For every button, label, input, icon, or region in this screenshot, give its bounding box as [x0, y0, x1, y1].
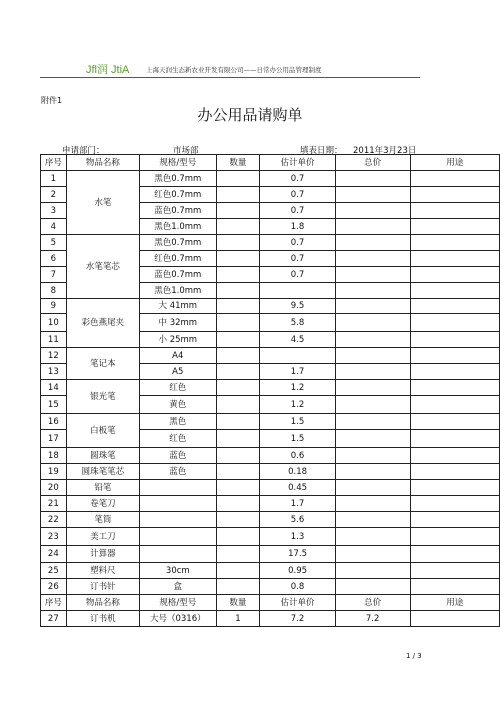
row-number: 24 [41, 546, 67, 563]
item-spec [140, 496, 216, 512]
item-total [335, 332, 410, 348]
item-qty [216, 579, 260, 595]
item-name: 计算器 [66, 546, 139, 563]
header-unit-price: 估计单价 [260, 595, 335, 611]
item-qty [216, 364, 260, 380]
item-purpose [410, 496, 499, 512]
header-total: 总价 [335, 595, 410, 611]
item-qty [216, 430, 260, 448]
item-spec: 黑色1.0mm [140, 283, 216, 299]
item-purpose [410, 364, 499, 380]
department-value: 市场部 [173, 146, 199, 156]
table-row [41, 611, 500, 627]
item-qty [216, 332, 260, 348]
item-unit-price: 5.6 [260, 512, 335, 528]
item-qty [216, 267, 260, 283]
item-qty [216, 283, 260, 299]
item-total [335, 364, 410, 380]
item-name: 彩色燕尾夹 [66, 299, 139, 348]
item-name: 订书机 [66, 611, 139, 627]
item-spec: 蓝色 [140, 448, 216, 464]
item-purpose [410, 611, 499, 627]
item-unit-price: 0.18 [260, 464, 335, 480]
item-qty [216, 380, 260, 396]
item-name: 笔筒 [66, 512, 139, 528]
row-number: 6 [41, 251, 67, 267]
company-logo: Jfl润 JtiA [86, 64, 130, 76]
item-qty [216, 314, 260, 332]
item-qty [216, 235, 260, 251]
header-qty: 数量 [216, 595, 260, 611]
item-unit-price: 1.8 [260, 219, 335, 235]
row-number: 22 [41, 512, 67, 528]
header-no: 序号 [41, 595, 67, 611]
item-name: 银光笔 [66, 380, 139, 414]
item-spec: 黑色 [140, 414, 216, 430]
item-name: 订书针 [66, 579, 139, 595]
item-total [335, 235, 410, 251]
item-qty: 1 [216, 611, 260, 627]
item-unit-price: 0.7 [260, 267, 335, 283]
item-unit-price: 0.7 [260, 203, 335, 219]
item-name: 卷笔刀 [66, 496, 139, 512]
table-row [41, 235, 500, 251]
item-qty [216, 219, 260, 235]
page-title: 办公用品请购单 [197, 106, 303, 124]
item-total [335, 496, 410, 512]
item-unit-price [260, 348, 335, 364]
row-number: 15 [41, 396, 67, 414]
item-total [335, 314, 410, 332]
table-row [41, 299, 500, 314]
row-number: 25 [41, 563, 67, 579]
item-total [335, 448, 410, 464]
item-qty [216, 299, 260, 314]
item-spec [140, 546, 216, 563]
item-qty [216, 171, 260, 187]
item-qty [216, 512, 260, 528]
item-unit-price: 1.2 [260, 380, 335, 396]
item-unit-price: 1.5 [260, 430, 335, 448]
item-purpose [410, 579, 499, 595]
item-total [335, 396, 410, 414]
row-number: 13 [41, 364, 67, 380]
row-number: 8 [41, 283, 67, 299]
header-divider [40, 77, 420, 78]
item-qty [216, 414, 260, 430]
item-purpose [410, 314, 499, 332]
row-number: 7 [41, 267, 67, 283]
item-name: 塑料尺 [66, 563, 139, 579]
item-spec: A5 [140, 364, 216, 380]
header-unit-price: 估计单价 [260, 155, 335, 171]
item-qty [216, 496, 260, 512]
item-spec: 30cm [140, 563, 216, 579]
item-qty [216, 203, 260, 219]
item-spec [140, 480, 216, 496]
row-number: 21 [41, 496, 67, 512]
item-qty [216, 563, 260, 579]
item-purpose [410, 480, 499, 496]
row-number: 9 [41, 299, 67, 314]
table-row [41, 464, 500, 480]
item-spec: 黑色0.7mm [140, 171, 216, 187]
item-purpose [410, 512, 499, 528]
item-spec: 蓝色0.7mm [140, 267, 216, 283]
row-number: 3 [41, 203, 67, 219]
item-purpose [410, 448, 499, 464]
header-purpose: 用途 [410, 155, 499, 171]
item-name: 圆珠笔笔芯 [66, 464, 139, 480]
item-unit-price [260, 283, 335, 299]
item-purpose [410, 251, 499, 267]
item-name: 美工刀 [66, 528, 139, 546]
header-total: 总价 [335, 155, 410, 171]
item-purpose [410, 348, 499, 364]
department-label: 申请部门： [62, 146, 105, 156]
item-purpose [410, 332, 499, 348]
header-item-name: 物品名称 [66, 595, 139, 611]
item-unit-price: 0.8 [260, 579, 335, 595]
item-unit-price: 0.7 [260, 235, 335, 251]
item-unit-price: 0.7 [260, 251, 335, 267]
item-qty [216, 528, 260, 546]
row-number: 17 [41, 430, 67, 448]
row-number: 27 [41, 611, 67, 627]
item-total [335, 464, 410, 480]
item-qty [216, 448, 260, 464]
item-unit-price: 0.95 [260, 563, 335, 579]
item-total [335, 187, 410, 203]
item-spec: 小 25mm [140, 332, 216, 348]
item-qty [216, 546, 260, 563]
item-total [335, 219, 410, 235]
table-row [41, 528, 500, 546]
item-spec: 红色0.7mm [140, 187, 216, 203]
header-purpose: 用途 [410, 595, 499, 611]
item-unit-price: 1.3 [260, 528, 335, 546]
item-total [335, 528, 410, 546]
purchase-table [40, 154, 500, 627]
fill-date-value: 2011年3月23日 [353, 146, 417, 156]
item-spec: 蓝色0.7mm [140, 203, 216, 219]
item-purpose [410, 187, 499, 203]
item-purpose [410, 267, 499, 283]
item-spec: 大 41mm [140, 299, 216, 314]
item-total [335, 546, 410, 563]
item-total [335, 414, 410, 430]
item-unit-price: 5.8 [260, 314, 335, 332]
item-qty [216, 464, 260, 480]
item-unit-price: 1.7 [260, 496, 335, 512]
item-spec: 黑色1.0mm [140, 219, 216, 235]
row-number: 19 [41, 464, 67, 480]
page-number: 1 / 3 [406, 652, 422, 660]
item-purpose [410, 235, 499, 251]
header-spec: 规格/型号 [140, 155, 216, 171]
item-qty [216, 480, 260, 496]
item-unit-price: 0.6 [260, 448, 335, 464]
fill-date-label: 填表日期： [300, 146, 343, 156]
item-total [335, 480, 410, 496]
item-unit-price: 17.5 [260, 546, 335, 563]
item-spec: 中 32mm [140, 314, 216, 332]
row-number: 10 [41, 314, 67, 332]
item-unit-price: 4.5 [260, 332, 335, 348]
item-total [335, 171, 410, 187]
item-purpose [410, 414, 499, 430]
table-row [41, 348, 500, 364]
item-purpose [410, 380, 499, 396]
row-number: 1 [41, 171, 67, 187]
row-number: 12 [41, 348, 67, 364]
item-spec: 蓝色 [140, 464, 216, 480]
table-row [41, 496, 500, 512]
item-total [335, 251, 410, 267]
item-purpose [410, 171, 499, 187]
table-header-row [41, 155, 500, 171]
header-spec: 规格/型号 [140, 595, 216, 611]
item-spec: A4 [140, 348, 216, 364]
row-number: 20 [41, 480, 67, 496]
row-number: 26 [41, 579, 67, 595]
item-name: 笔记本 [66, 348, 139, 380]
item-total [335, 299, 410, 314]
item-name: 圆珠笔 [66, 448, 139, 464]
item-spec: 黑色0.7mm [140, 235, 216, 251]
row-number: 23 [41, 528, 67, 546]
item-total [335, 563, 410, 579]
item-total [335, 579, 410, 595]
item-total [335, 267, 410, 283]
item-total: 7.2 [335, 611, 410, 627]
item-spec: 红色0.7mm [140, 251, 216, 267]
table-row [41, 171, 500, 187]
item-unit-price: 1.2 [260, 396, 335, 414]
item-qty [216, 396, 260, 414]
item-purpose [410, 219, 499, 235]
item-purpose [410, 563, 499, 579]
header-company-text: 上海天润生态新农业开发有限公司——日常办公用品管理制度 [146, 66, 322, 74]
item-spec [140, 512, 216, 528]
item-total [335, 380, 410, 396]
item-spec: 黄色 [140, 396, 216, 414]
item-spec: 红色 [140, 430, 216, 448]
item-unit-price: 0.45 [260, 480, 335, 496]
item-total [335, 283, 410, 299]
table-row [41, 546, 500, 563]
row-number: 5 [41, 235, 67, 251]
item-unit-price: 1.7 [260, 364, 335, 380]
row-number: 18 [41, 448, 67, 464]
table-row [41, 480, 500, 496]
item-qty [216, 348, 260, 364]
attachment-label: 附件1 [41, 96, 63, 105]
header-item-name: 物品名称 [66, 155, 139, 171]
row-number: 2 [41, 187, 67, 203]
item-spec: 盒 [140, 579, 216, 595]
item-purpose [410, 546, 499, 563]
item-name: 铅笔 [66, 480, 139, 496]
table-row [41, 414, 500, 430]
item-spec: 大号（0316） [140, 611, 216, 627]
item-purpose [410, 283, 499, 299]
item-qty [216, 187, 260, 203]
table-header-row [41, 595, 500, 611]
header-no: 序号 [41, 155, 67, 171]
item-total [335, 348, 410, 364]
item-unit-price: 7.2 [260, 611, 335, 627]
item-purpose [410, 464, 499, 480]
item-unit-price: 9.5 [260, 299, 335, 314]
table-row [41, 448, 500, 464]
row-number: 11 [41, 332, 67, 348]
table-row [41, 512, 500, 528]
item-unit-price: 0.7 [260, 187, 335, 203]
item-spec: 红色 [140, 380, 216, 396]
item-name: 白板笔 [66, 414, 139, 448]
row-number: 4 [41, 219, 67, 235]
table-row [41, 380, 500, 396]
item-purpose [410, 430, 499, 448]
item-purpose [410, 203, 499, 219]
item-total [335, 512, 410, 528]
item-unit-price: 1.5 [260, 414, 335, 430]
row-number: 16 [41, 414, 67, 430]
item-qty [216, 251, 260, 267]
item-purpose [410, 528, 499, 546]
item-spec [140, 528, 216, 546]
item-purpose [410, 299, 499, 314]
item-unit-price: 0.7 [260, 171, 335, 187]
item-total [335, 430, 410, 448]
item-purpose [410, 396, 499, 414]
item-total [335, 203, 410, 219]
header-qty: 数量 [216, 155, 260, 171]
table-row [41, 563, 500, 579]
item-name: 水笔 [66, 171, 139, 235]
row-number: 14 [41, 380, 67, 396]
table-row [41, 579, 500, 595]
item-name: 水笔笔芯 [66, 235, 139, 299]
